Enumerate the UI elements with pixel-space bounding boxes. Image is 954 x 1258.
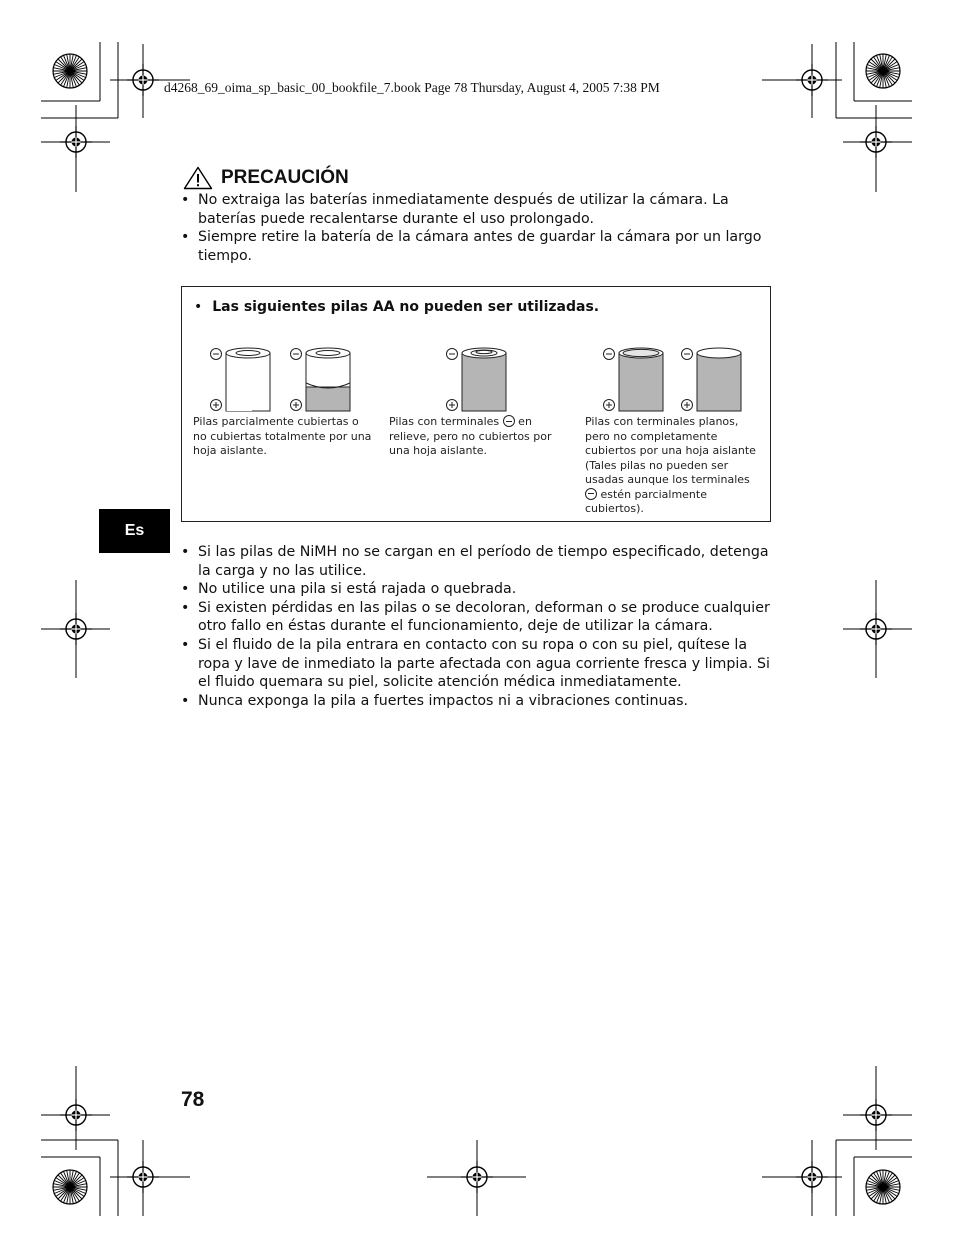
caution-list (181, 191, 771, 265)
caution-title: PRECAUCIÓN (221, 167, 349, 188)
box-title: • Las siguientes pilas AA no pueden ser utilizadas. (194, 299, 599, 315)
caption-text: estén parcialmente cubiertos). (585, 487, 707, 515)
plus-terminal-icon (291, 400, 302, 411)
caption-text: en relieve, pero no cubiertos por una hoja aislante. (389, 415, 552, 457)
caption-text: Pilas con terminales (389, 415, 500, 428)
minus-terminal-icon (211, 349, 222, 360)
list-item: • No utilice una pila si está rajada o quebrada. (181, 580, 771, 599)
plus-terminal-icon (682, 400, 693, 411)
caution-heading (183, 166, 349, 190)
minus-terminal-icon (447, 349, 458, 360)
list-item: • Siempre retire la batería de la cámara antes de guardar la cámara por un largo tiempo. (181, 228, 771, 265)
list-item: • Si el fluido de la pila entrara en contacto con su ropa o con su piel, quítese la ropa y lave de inmediato la parte afectada con agua corriente fresca y limpia. Si el fluido quemara su piel, solicite atención médica inmediatamente. (181, 636, 771, 692)
plus-terminal-icon (447, 400, 458, 411)
caption-text: Pilas con terminales planos, pero no completamente cubiertos por una hoja aislante (Tales pilas no pueden ser usadas aunque los terminales (585, 415, 756, 486)
warning-triangle-icon (183, 166, 213, 190)
file-info-header: d4268_69_oima_sp_basic_00_bookfile_7.book Page 78 Thursday, August 4, 2005 7:38 PM (164, 80, 660, 95)
caption-partially-covered: Pilas parcialmente cubiertas o no cubiertas totalmente por una hoja aislante. (193, 415, 372, 457)
page-number: 78 (181, 1088, 205, 1111)
plus-terminal-icon (211, 400, 222, 411)
list-item: • Si las pilas de NiMH no se cargan en el período de tiempo especificado, detenga la carga y no las utilice. (181, 543, 771, 580)
minus-terminal-icon (682, 349, 693, 360)
battery-flat-uncovered-icon (697, 348, 741, 411)
list-item: • No extraiga las baterías inmediatamente después de utilizar la cámara. La baterías puede recalentarse durante el uso prolongado. (181, 191, 771, 228)
minus-terminal-icon (604, 349, 615, 360)
language-tab: Es (99, 509, 170, 553)
caption-raised-terminal (389, 415, 569, 459)
battery-uncovered-icon (306, 348, 350, 411)
list-item: • Si existen pérdidas en las pilas o se decoloran, deforman o se produce cualquier otro fallo en éstas durante el funcionamiento, deje de utilizar la cámara. (181, 599, 771, 636)
battery-raised-terminal-icon (462, 348, 506, 411)
minus-terminal-icon (503, 415, 515, 427)
minus-terminal-icon (291, 349, 302, 360)
unusable-batteries-box (181, 286, 771, 522)
plus-terminal-icon (604, 400, 615, 411)
battery-warnings-list (181, 543, 771, 710)
minus-terminal-icon (585, 488, 597, 500)
battery-flat-terminal-icon (619, 348, 663, 411)
battery-partially-covered-icon (226, 348, 270, 411)
list-item: • Nunca exponga la pila a fuertes impactos ni a vibraciones continuas. (181, 692, 771, 711)
caption-flat-terminal (585, 415, 765, 517)
